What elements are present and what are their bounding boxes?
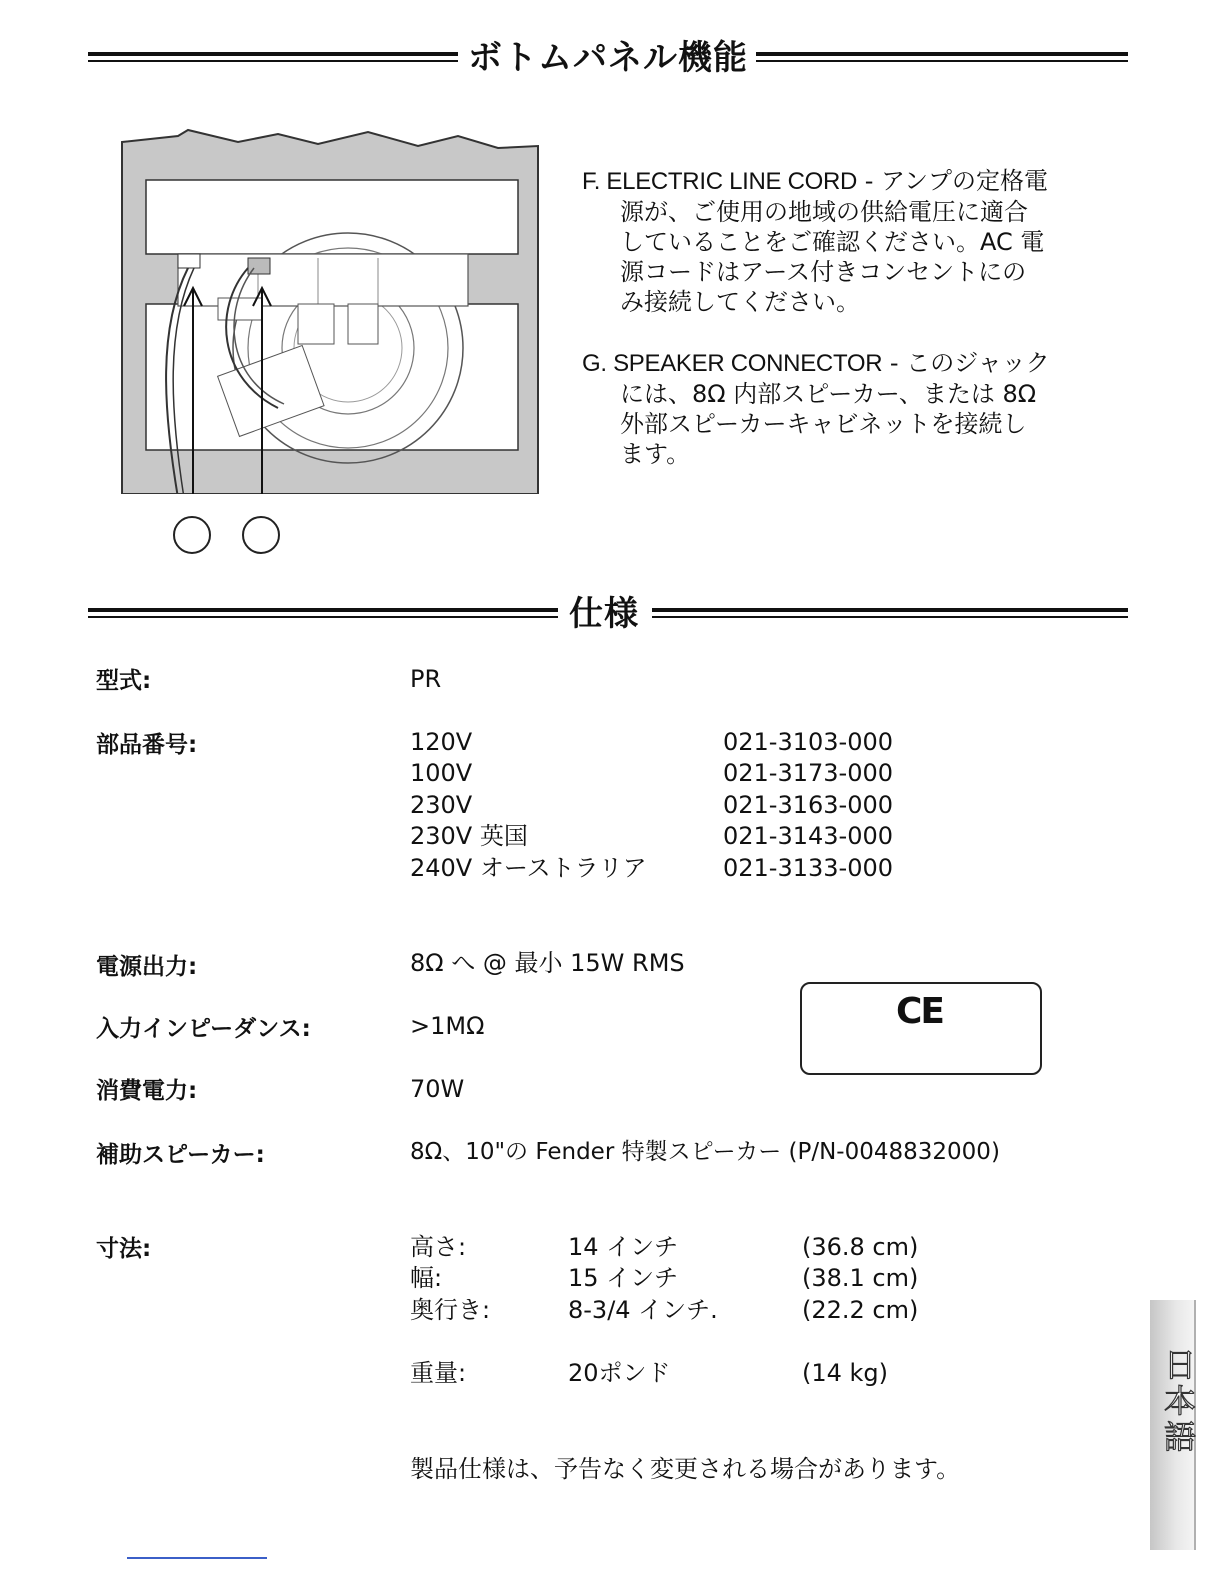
part-number: 021-3143-000 [723,822,894,850]
ce-mark-icon: CE [896,991,944,1032]
spec-value-power-output: 8Ω へ @ 最小 15W RMS [410,949,685,977]
dim-metric: (38.1 cm) [802,1264,919,1292]
feature-text: このジャック [906,349,1050,377]
dim-inch: 14 インチ [568,1233,679,1261]
feature-line-cord [582,166,1102,317]
part-number: 021-3173-000 [723,759,894,787]
part-voltage: 230V 英国 [410,822,528,850]
feature-text: 源コードはアース付きコンセントにの [620,258,1027,286]
spec-label-part-numbers: 部品番号: [96,732,198,758]
spec-label-power-consumption: 消費電力: [96,1078,198,1104]
language-side-tab [1150,1300,1196,1550]
spec-label-speaker: 補助スピーカー: [96,1142,265,1168]
separator: - [882,349,907,377]
spec-value-power-consumption: 70W [410,1075,465,1103]
spec-value-speaker: 8Ω、10"の Fender 特製スピーカー (P/N-0048832000) [410,1139,1000,1165]
specs-title: 仕様 [569,594,639,634]
footer-link-line [127,1557,267,1559]
feature-text: 外部スピーカーキャビネットを接続し [620,410,1027,438]
spec-label-model: 型式: [96,668,152,694]
part-number: 021-3103-000 [723,728,894,756]
feature-label: F. ELECTRIC LINE CORD [582,168,858,195]
amp-drawing [118,128,548,568]
feature-text: アンプの定格電 [881,167,1049,195]
dim-name: 高さ: [410,1233,467,1261]
spec-label-dimensions: 寸法: [96,1236,152,1262]
spec-value-model: PR [410,665,442,693]
callout-f [173,516,211,554]
feature-text: み接続してください。 [620,288,860,316]
spec-label-input-impedance: 入力インピーダンス: [96,1016,311,1042]
dim-inch: 15 インチ [568,1264,679,1292]
part-number: 021-3133-000 [723,854,894,882]
specs-heading [88,594,1128,634]
feature-text: には、8Ω 内部スピーカー、または 8Ω [620,380,1037,408]
feature-text: ます。 [620,440,691,468]
ce-certification-box [800,982,1042,1075]
callout-g [242,516,280,554]
feature-label: G. SPEAKER CONNECTOR [582,350,883,377]
dim-name: 奥行き: [410,1296,491,1324]
bottom-panel-heading [88,38,1128,78]
weight-name: 重量: [410,1359,467,1387]
feature-speaker-connector [582,348,1102,469]
feature-text: していることをご確認ください。AC 電 [620,228,1045,256]
dim-name: 幅: [410,1264,443,1292]
part-voltage: 240V オーストラリア [410,854,647,882]
spec-label-power-output: 電源出力: [96,954,198,980]
dim-metric: (36.8 cm) [802,1233,919,1261]
separator: - [857,167,882,195]
spec-change-note: 製品仕様は、予告なく変更される場合があります。 [410,1455,961,1483]
bottom-panel-title: ボトムパネル機能 [468,38,748,78]
weight-value: 20ポンド [568,1359,671,1387]
weight-metric: (14 kg) [802,1359,889,1387]
part-number: 021-3163-000 [723,791,894,819]
dim-inch: 8-3/4 インチ. [568,1296,718,1324]
part-voltage: 100V [410,759,473,787]
part-voltage: 120V [410,728,473,756]
amp-bottom-illustration [118,128,548,568]
feature-text: 源が、ご使用の地域の供給電圧に適合 [620,198,1028,226]
part-voltage: 230V [410,791,473,819]
dim-metric: (22.2 cm) [802,1296,919,1324]
language-tab-label: 日本語 [1159,1348,1197,1456]
spec-value-input-impedance: >1MΩ [410,1012,485,1040]
